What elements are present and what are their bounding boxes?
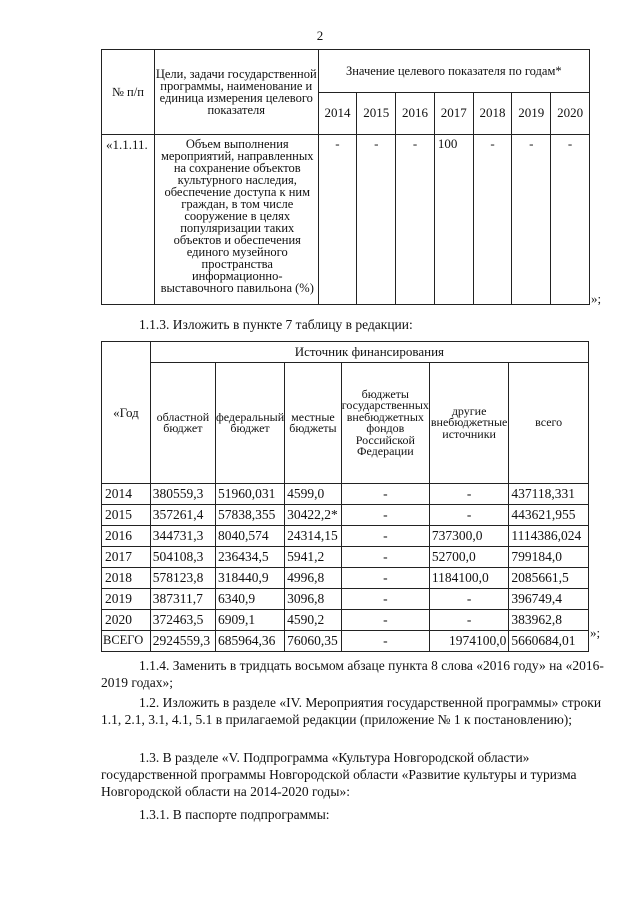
row-value: - bbox=[551, 135, 590, 305]
row-year: 2016 bbox=[102, 526, 151, 547]
cell: - bbox=[341, 526, 429, 547]
column-header: всего bbox=[509, 363, 589, 484]
cell: 1184100,0 bbox=[429, 568, 508, 589]
paragraph-1-3-1: 1.3.1. В паспорте подпрограммы: bbox=[139, 807, 330, 822]
cell: - bbox=[429, 610, 508, 631]
year-header: 2019 bbox=[512, 92, 551, 135]
row-value: - bbox=[396, 135, 435, 305]
cell: - bbox=[341, 589, 429, 610]
cell: 504108,3 bbox=[150, 547, 215, 568]
cell: 372463,5 bbox=[150, 610, 215, 631]
paragraph-1-1-4: 1.1.4. Заменить в тридцать восьмом абзаце пункта 8 слова «2016 году» на «2016-2019 годах»; bbox=[101, 658, 604, 690]
cell: - bbox=[341, 547, 429, 568]
column-header: бюджеты государственных внебюджетных фондов Российской Федерации bbox=[341, 363, 429, 484]
cell: - bbox=[429, 589, 508, 610]
paragraph-1-2: 1.2. Изложить в разделе «IV. Мероприятия государственной программы» строки 1.1, 2.1, 3.1, 4.1, 5.1 в прилагаемой редакции (приложение № 1 к постановлению); bbox=[101, 695, 602, 727]
table-row bbox=[102, 526, 589, 547]
table-row bbox=[102, 484, 589, 505]
cell: - bbox=[341, 484, 429, 505]
header-goal: Цели, задачи государственной программы, наименование и единица измерения целевого показателя bbox=[154, 50, 318, 135]
header-num: № п/п bbox=[102, 50, 155, 135]
cell: 4599,0 bbox=[285, 484, 342, 505]
cell: 318440,9 bbox=[215, 568, 284, 589]
row-value: - bbox=[357, 135, 396, 305]
row-year: 2020 bbox=[102, 610, 151, 631]
column-header: областной бюджет bbox=[150, 363, 215, 484]
cell: 6909,1 bbox=[215, 610, 284, 631]
cell: - bbox=[341, 631, 429, 652]
cell: 5660684,01 bbox=[509, 631, 589, 652]
cell: - bbox=[341, 505, 429, 526]
cell: - bbox=[341, 610, 429, 631]
table-row bbox=[102, 135, 590, 305]
cell: 380559,3 bbox=[150, 484, 215, 505]
cell: 737300,0 bbox=[429, 526, 508, 547]
table-row bbox=[102, 505, 589, 526]
row-value: - bbox=[473, 135, 512, 305]
cell: 51960,031 bbox=[215, 484, 284, 505]
cell: 5941,2 bbox=[285, 547, 342, 568]
cell: - bbox=[429, 484, 508, 505]
row-value: 100 bbox=[434, 135, 473, 305]
cell: 6340,9 bbox=[215, 589, 284, 610]
header-source: Источник финансирования bbox=[150, 342, 588, 363]
cell: 799184,0 bbox=[509, 547, 589, 568]
row-goal: Объем выполнения мероприятий, направленных на сохранение объектов культурного наследия, обеспечение доступа к ним граждан, в том числе сооружение в целях популяризации таких объектов и обеспечения единого музейного пространства информационно-выставочного павильона (%) bbox=[154, 135, 318, 305]
paragraph-1-3: 1.3. В разделе «V. Подпрограмма «Культура Новгородской области» государственной программы Новгородской области «Развитие культуры и туризма Новгородской области на 2014-2020 годы»: bbox=[101, 750, 577, 799]
cell: 578123,8 bbox=[150, 568, 215, 589]
paragraph-1-1-3: 1.1.3. Изложить в пункте 7 таблицу в редакции: bbox=[139, 317, 413, 332]
cell: 30422,2* bbox=[285, 505, 342, 526]
cell: 685964,36 bbox=[215, 631, 284, 652]
cell: 24314,15 bbox=[285, 526, 342, 547]
cell: 52700,0 bbox=[429, 547, 508, 568]
cell: 387311,7 bbox=[150, 589, 215, 610]
page-number: 2 bbox=[316, 28, 324, 43]
cell: 57838,355 bbox=[215, 505, 284, 526]
cell: 437118,331 bbox=[509, 484, 589, 505]
table1-closing-quote: »; bbox=[591, 291, 602, 306]
row-year: ВСЕГО bbox=[102, 631, 151, 652]
row-value: - bbox=[512, 135, 551, 305]
cell: 396749,4 bbox=[509, 589, 589, 610]
cell: 443621,955 bbox=[509, 505, 589, 526]
year-header: 2014 bbox=[318, 92, 357, 135]
table-row bbox=[102, 589, 589, 610]
target-indicators-table bbox=[101, 49, 590, 305]
column-header: местные бюджеты bbox=[285, 363, 342, 484]
table-row-total bbox=[102, 631, 589, 652]
table-row bbox=[102, 568, 589, 589]
cell: 8040,574 bbox=[215, 526, 284, 547]
funding-sources-table bbox=[101, 341, 589, 652]
year-header: 2017 bbox=[434, 92, 473, 135]
row-num: «1.1.11. bbox=[102, 135, 155, 305]
cell: 236434,5 bbox=[215, 547, 284, 568]
cell: 76060,35 bbox=[285, 631, 342, 652]
row-year: 2014 bbox=[102, 484, 151, 505]
cell: 2924559,3 bbox=[150, 631, 215, 652]
cell: - bbox=[341, 568, 429, 589]
row-year: 2018 bbox=[102, 568, 151, 589]
cell: 4996,8 bbox=[285, 568, 342, 589]
header-values: Значение целевого показателя по годам* bbox=[318, 50, 589, 93]
cell: 344731,3 bbox=[150, 526, 215, 547]
cell: 3096,8 bbox=[285, 589, 342, 610]
cell: - bbox=[429, 505, 508, 526]
cell: 357261,4 bbox=[150, 505, 215, 526]
cell: 4590,2 bbox=[285, 610, 342, 631]
table-row bbox=[102, 610, 589, 631]
row-year: 2017 bbox=[102, 547, 151, 568]
row-value: - bbox=[318, 135, 357, 305]
cell: 1114386,024 bbox=[509, 526, 589, 547]
year-header: 2018 bbox=[473, 92, 512, 135]
year-header: 2015 bbox=[357, 92, 396, 135]
cell: 383962,8 bbox=[509, 610, 589, 631]
year-header: 2016 bbox=[396, 92, 435, 135]
year-header: 2020 bbox=[551, 92, 590, 135]
row-year: 2019 bbox=[102, 589, 151, 610]
column-header: другие внебюджетные источники bbox=[429, 363, 508, 484]
column-header: федеральный бюджет bbox=[215, 363, 284, 484]
header-year: «Год bbox=[102, 342, 151, 484]
cell: 2085661,5 bbox=[509, 568, 589, 589]
row-year: 2015 bbox=[102, 505, 151, 526]
table2-closing-quote: »; bbox=[590, 625, 601, 640]
table-row bbox=[102, 547, 589, 568]
cell: 1974100,0 bbox=[429, 631, 508, 652]
